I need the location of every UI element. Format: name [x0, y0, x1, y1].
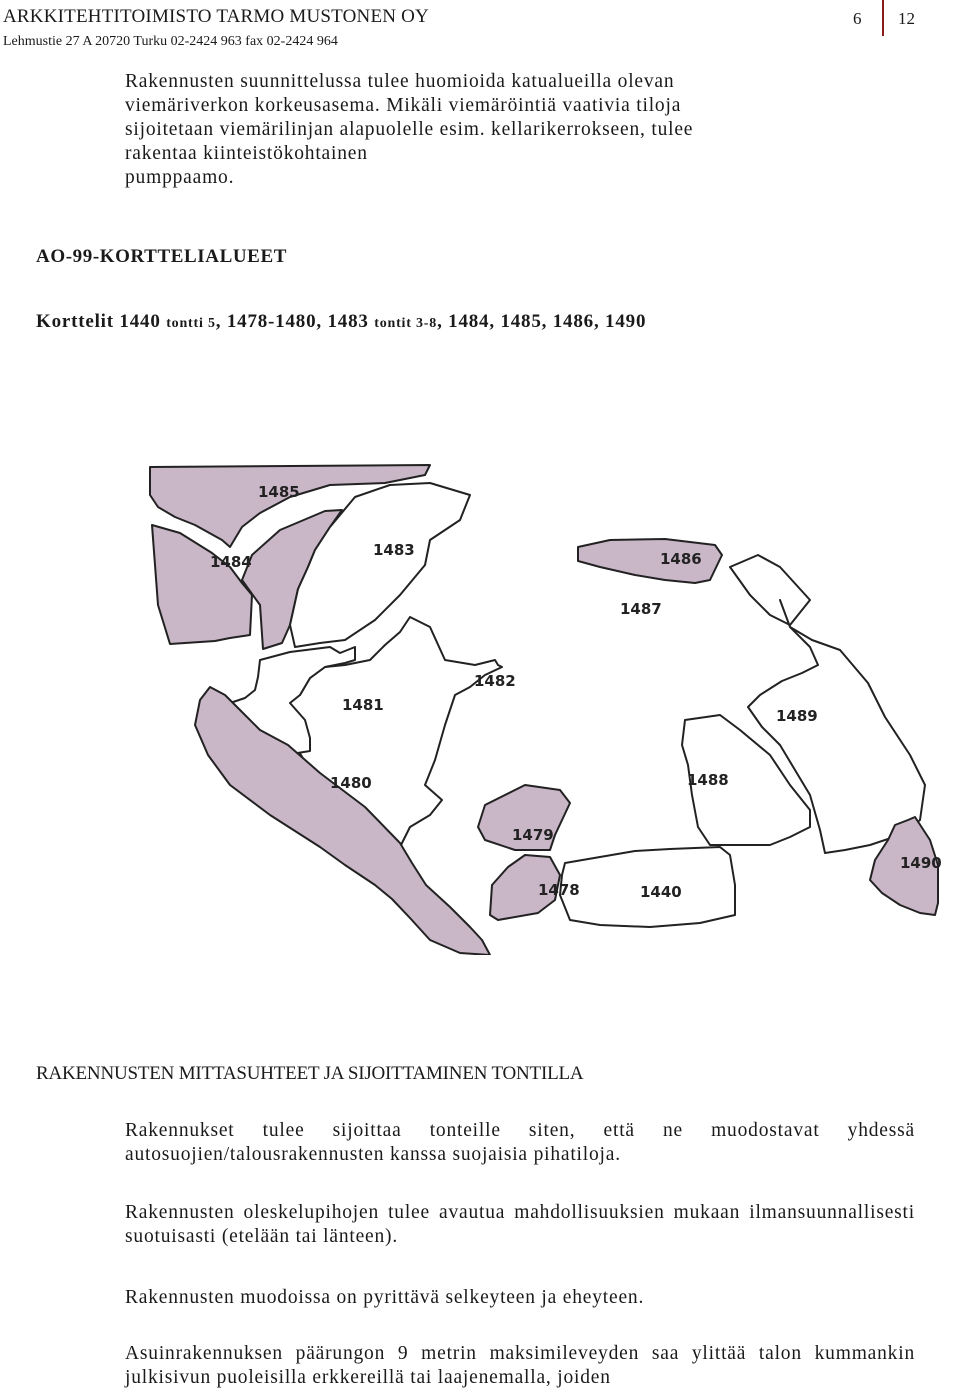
- label-1483: 1483: [373, 541, 415, 559]
- intro-line: Rakennusten suunnittelussa tulee huomioida katualueilla olevan: [125, 71, 675, 92]
- block-1487-strip: [730, 555, 810, 625]
- label-1484: 1484: [210, 553, 252, 571]
- header-divider: [882, 0, 884, 36]
- intro-line: sijoitetaan viemärilinjan alapuolelle esim. kellarikerrokseen, tulee: [125, 119, 694, 140]
- body-paragraph-2: Rakennusten oleskelupihojen tulee avautua mahdollisuuksien mukaan ilmansuunnallisesti suotuisasti (etelään tai länteen).: [125, 1202, 915, 1247]
- label-1481: 1481: [342, 696, 384, 714]
- body-paragraph-3: Rakennusten muodoissa on pyrittävä selkeyteen ja eheyteen.: [125, 1287, 645, 1308]
- blocks-plot-note: tontti 5: [166, 316, 216, 331]
- label-1485: 1485: [258, 483, 300, 501]
- label-1486: 1486: [660, 550, 702, 568]
- intro-line: viemäriverkon korkeusasema. Mikäli viemäröintiä vaativia tiloja: [125, 95, 682, 116]
- intro-line: pumppaamo.: [125, 167, 235, 188]
- company-address: Lehmustie 27 A 20720 Turku 02-2424 963 fax 02-2424 964: [3, 34, 338, 49]
- body-paragraph-1: Rakennukset tulee sijoittaa tonteille siten, että ne muodostavat yhdessä autosuojien/talousrakennusten kanssa suojaisia pihatiloja.: [125, 1120, 915, 1165]
- blocks-text: Korttelit 1440: [36, 311, 167, 332]
- label-1482: 1482: [474, 672, 516, 690]
- section-heading: AO-99-KORTTELIALUEET: [36, 246, 287, 267]
- label-1487: 1487: [620, 600, 662, 618]
- body-paragraph-4: Asuinrakennuksen päärungon 9 metrin maksimileveyden saa ylittää talon kummankin julkisivun puoleisilla erkkereillä tai laajenemalla, joiden: [125, 1343, 915, 1388]
- block-map: [130, 455, 950, 955]
- label-1479: 1479: [512, 826, 554, 844]
- total-pages: 12: [898, 9, 915, 28]
- label-1488: 1488: [687, 771, 729, 789]
- label-1490: 1490: [900, 854, 942, 872]
- blocks-plot-note: tontit 3-8: [374, 316, 438, 331]
- company-name: ARKKITEHTITOIMISTO TARMO MUSTONEN OY: [3, 6, 429, 27]
- block-1484: [152, 525, 252, 644]
- label-1478: 1478: [538, 881, 580, 899]
- blocks-text: , 1478-1480, 1483: [215, 311, 375, 332]
- intro-line: rakentaa kiinteistökohtainen: [125, 143, 368, 164]
- label-1489: 1489: [776, 707, 818, 725]
- blocks-text: , 1484, 1485, 1486, 1490: [437, 311, 647, 332]
- blocks-line: [36, 311, 646, 333]
- block-1483: [290, 483, 470, 647]
- label-1440: 1440: [640, 883, 682, 901]
- label-1480: 1480: [330, 774, 372, 792]
- intro-paragraph: [125, 70, 845, 190]
- section-heading-2: RAKENNUSTEN MITTASUHTEET JA SIJOITTAMINEN TONTILLA: [36, 1063, 584, 1084]
- page-number: 6: [853, 9, 862, 28]
